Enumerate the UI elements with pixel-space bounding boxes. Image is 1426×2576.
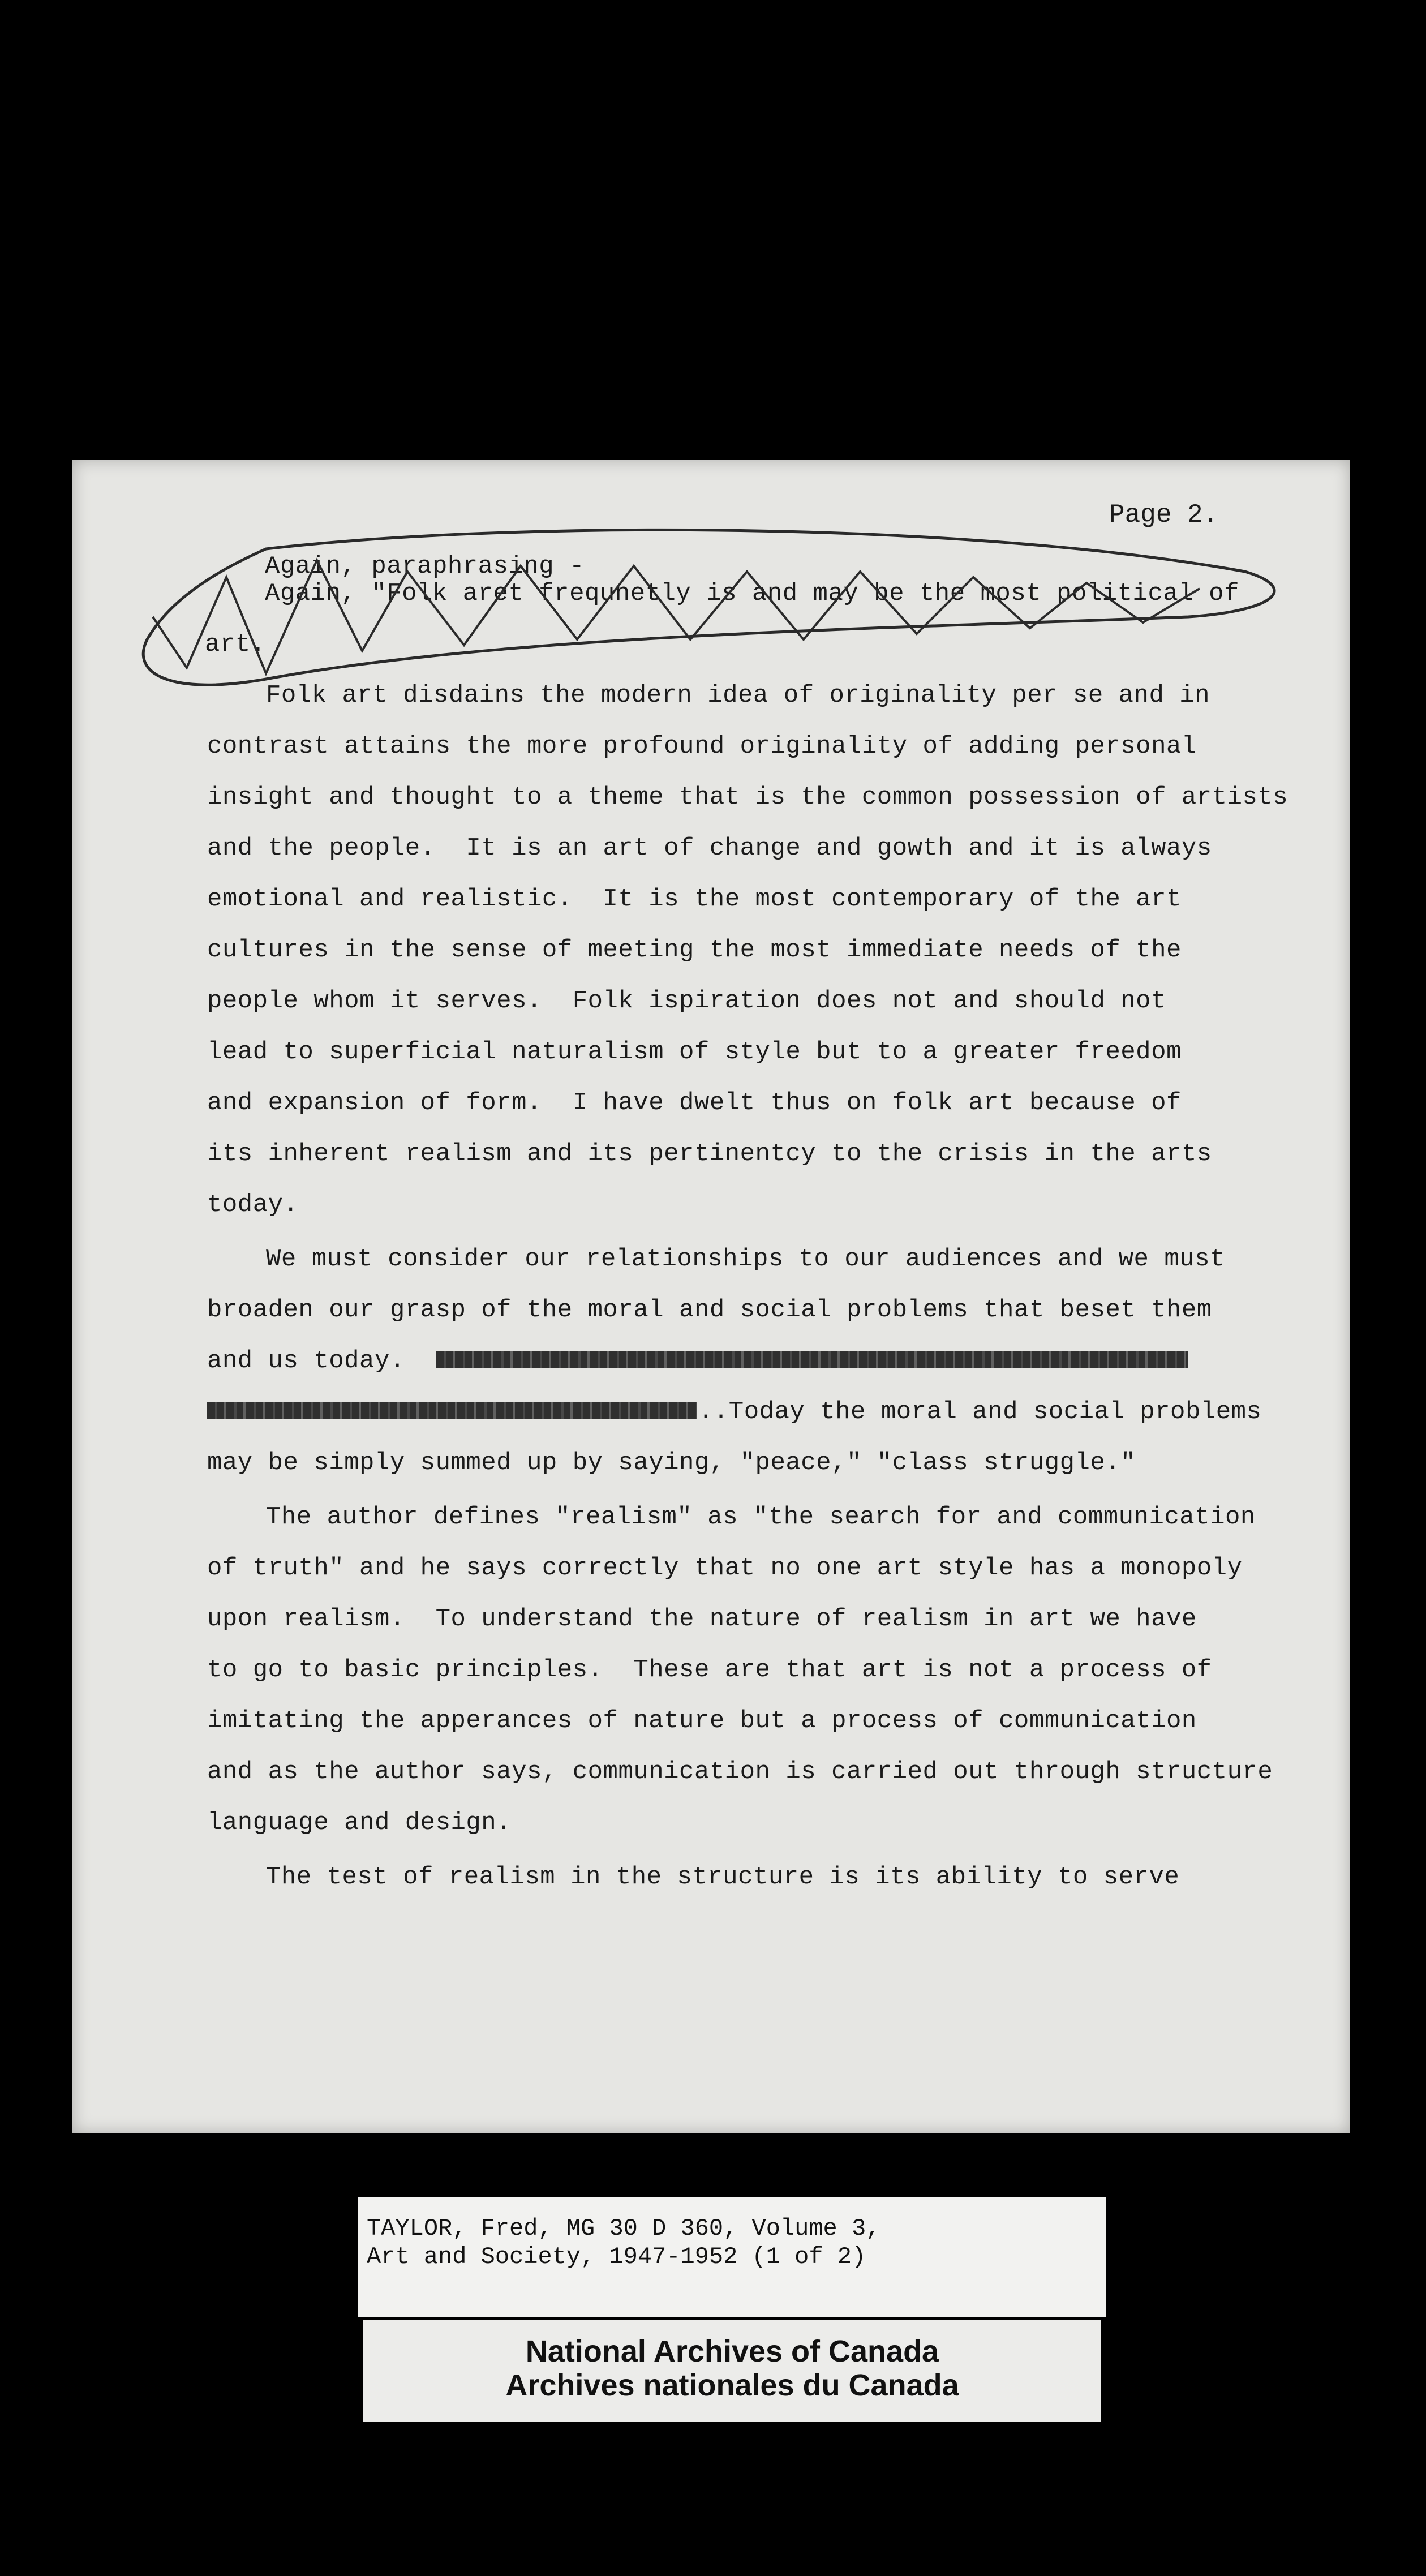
- text-line: people whom it serves. Folk ispiration does not and should not: [207, 987, 1166, 1015]
- typed-strikeout: [207, 1402, 697, 1419]
- text-line: lead to superficial naturalism of style but to a greater freedom: [207, 1038, 1182, 1066]
- text-line: insight and thought to a theme that is the common possession of artists: [207, 783, 1288, 812]
- crossed-out-line: art.: [205, 630, 266, 659]
- catalogue-label-line: TAYLOR, Fred, MG 30 D 360, Volume 3,: [367, 2215, 880, 2242]
- crossed-out-line: Again, paraphrasing -: [265, 552, 585, 581]
- text-line: contrast attains the more profound originality of adding personal: [207, 732, 1197, 761]
- text-line: broaden our grasp of the moral and social problems that beset them: [207, 1296, 1212, 1324]
- text-line: emotional and realistic. It is the most contemporary of the art: [207, 885, 1182, 913]
- text-line: upon realism. To understand the nature of realism in art we have: [207, 1605, 1197, 1633]
- text-line: imitating the apperances of nature but a process of communication: [207, 1707, 1197, 1735]
- catalogue-label-line: Art and Society, 1947-1952 (1 of 2): [367, 2243, 866, 2270]
- text-line: ..Today the moral and social problems: [698, 1398, 1262, 1426]
- page-number: Page 2.: [1109, 500, 1219, 530]
- text-line: and the people. It is an art of change and gowth and it is always: [207, 834, 1212, 862]
- text-line: The test of realism in the structure is its ability to serve: [266, 1863, 1180, 1891]
- text-line: may be simply summed up by saying, "peace," "class struggle.": [207, 1449, 1136, 1477]
- text-line: of truth" and he says correctly that no one art style has a monopoly: [207, 1554, 1243, 1582]
- archives-name-french: Archives nationales du Canada: [505, 2368, 959, 2402]
- archives-name-english: National Archives of Canada: [525, 2334, 939, 2368]
- text-line: and as the author says, communication is carried out through structure: [207, 1758, 1273, 1786]
- crossed-out-line: Again, "Folk aret frequnetly is and may be the most political of: [265, 579, 1239, 608]
- typed-strikeout: [436, 1351, 1188, 1368]
- text-line: The author defines "realism" as "the search for and communication: [266, 1503, 1256, 1531]
- text-line: Folk art disdains the modern idea of originality per se and in: [266, 681, 1210, 710]
- text-line: and expansion of form. I have dwelt thus on folk art because of: [207, 1089, 1182, 1117]
- text-line: today.: [207, 1191, 299, 1219]
- text-line: cultures in the sense of meeting the most immediate needs of the: [207, 936, 1182, 964]
- text-line: language and design.: [207, 1809, 512, 1837]
- text-line: to go to basic principles. These are that art is not a process of: [207, 1656, 1212, 1684]
- text-line: its inherent realism and its pertinentcy to the crisis in the arts: [207, 1140, 1212, 1168]
- text-line: We must consider our relationships to our audiences and we must: [266, 1245, 1225, 1273]
- text-line: and us today.: [207, 1347, 405, 1375]
